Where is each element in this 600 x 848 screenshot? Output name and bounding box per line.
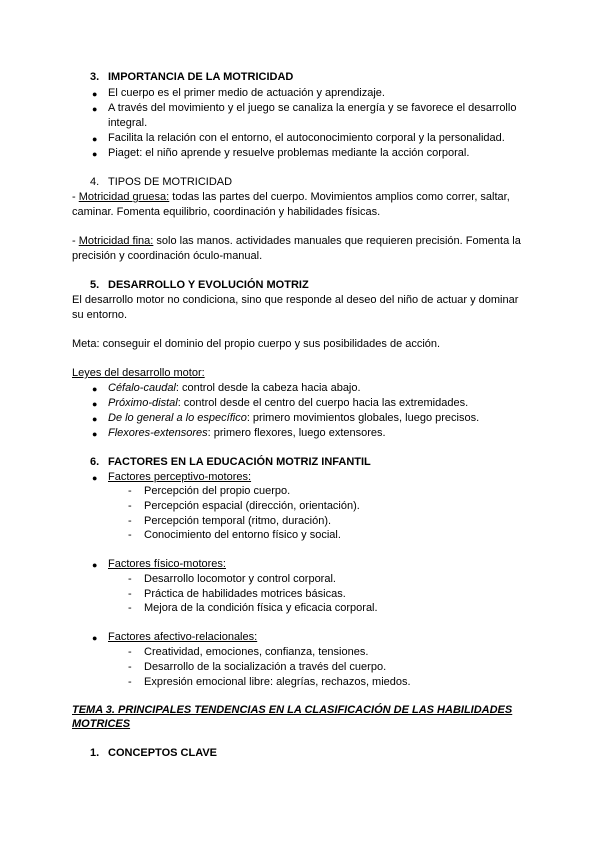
bullet-icon: ● xyxy=(92,414,98,424)
factor-item: Desarrollo locomotor y control corporal. xyxy=(144,573,336,585)
list-item xyxy=(108,396,468,411)
factor-group-title: Factores afectivo-relacionales: xyxy=(108,631,258,643)
term-motricidad-gruesa: Motricidad gruesa: xyxy=(78,191,170,203)
dash-marker: - xyxy=(128,676,132,688)
dash-marker: - xyxy=(128,602,132,614)
bullet-icon: ● xyxy=(92,89,98,99)
factor-group-title: Factores perceptivo-motores: xyxy=(108,471,252,483)
law-text: : control desde la cabeza hacia abajo. xyxy=(175,382,361,394)
bullet-icon: ● xyxy=(92,134,98,144)
dash-marker: - xyxy=(128,529,132,541)
factor-item: Percepción espacial (dirección, orientación). xyxy=(144,500,360,512)
law-text: : primero flexores, luego extensores. xyxy=(207,427,386,439)
term-motricidad-fina: Motricidad fina: xyxy=(78,235,154,247)
list-item xyxy=(108,411,479,426)
factor-item: Expresión emocional libre: alegrías, rechazos, miedos. xyxy=(144,676,411,688)
section-title: CONCEPTOS CLAVE xyxy=(108,747,217,759)
list-item: Facilita la relación con el entorno, el autoconocimiento corporal y la personalidad. xyxy=(108,132,505,144)
paragraph-text: caminar. Fomenta equilibrio, coordinación y habilidades físicas. xyxy=(72,206,381,218)
paragraph-meta: Meta: conseguir el dominio del propio cuerpo y sus posibilidades de acción. xyxy=(72,338,441,350)
section-number: 6. xyxy=(90,456,100,468)
section-4-heading xyxy=(90,175,232,190)
bullet-icon: ● xyxy=(92,473,98,483)
paragraph-motricidad-fina xyxy=(72,234,521,249)
list-item: A través del movimiento y el juego se canaliza la energía y se favorece el desarrollo xyxy=(108,102,517,114)
law-text: : primero movimientos globales, luego precisos. xyxy=(246,412,480,424)
dash-marker: - xyxy=(128,588,132,600)
section-title: TIPOS DE MOTRICIDAD xyxy=(108,176,233,188)
law-term: De lo general a lo específico xyxy=(108,412,247,424)
paragraph-motricidad-gruesa xyxy=(72,190,510,205)
law-term: Céfalo-caudal xyxy=(108,382,176,394)
tema-3-title: TEMA 3. PRINCIPALES TENDENCIAS EN LA CLASIFICACIÓN DE LAS HABILIDADES xyxy=(72,704,513,716)
paragraph-text: precisión y coordinación óculo-manual. xyxy=(72,250,263,262)
bullet-icon: ● xyxy=(92,104,98,114)
section-5-heading xyxy=(90,278,309,293)
section-conceptos-heading xyxy=(90,746,217,761)
bullet-icon: ● xyxy=(92,384,98,394)
list-item: El cuerpo es el primer medio de actuación y aprendizaje. xyxy=(108,87,385,99)
factor-item: Mejora de la condición física y eficacia corporal. xyxy=(144,602,378,614)
bullet-icon: ● xyxy=(92,399,98,409)
section-title: IMPORTANCIA DE LA MOTRICIDAD xyxy=(108,71,294,83)
factor-item: Creatividad, emociones, confianza, tensiones. xyxy=(144,646,369,658)
bullet-icon: ● xyxy=(92,560,98,570)
section-title: DESARROLLO Y EVOLUCIÓN MOTRIZ xyxy=(108,279,309,291)
bullet-icon: ● xyxy=(92,149,98,159)
law-term: Próximo-distal xyxy=(108,397,178,409)
dash-marker: - xyxy=(128,515,132,527)
section-title: FACTORES EN LA EDUCACIÓN MOTRIZ INFANTIL xyxy=(108,456,371,468)
bullet-icon: ● xyxy=(92,633,98,643)
factor-item: Conocimiento del entorno físico y social. xyxy=(144,529,341,541)
section-number: 4. xyxy=(90,176,100,188)
list-item xyxy=(108,426,386,441)
dash-marker: - xyxy=(128,661,132,673)
factor-item: Desarrollo de la socialización a través del cuerpo. xyxy=(144,661,387,673)
paragraph-text: El desarrollo motor no condiciona, sino que responde al deseo del niño de actuar y dominar xyxy=(72,294,519,306)
law-term: Flexores-extensores xyxy=(108,427,208,439)
section-6-heading xyxy=(90,455,371,470)
subheading-leyes: Leyes del desarrollo motor: xyxy=(72,367,205,379)
factor-item: Percepción del propio cuerpo. xyxy=(144,485,291,497)
paragraph-text: todas las partes del cuerpo. Movimientos amplios como correr, saltar, xyxy=(169,191,510,203)
dash-marker: - xyxy=(72,191,76,203)
list-item: Piaget: el niño aprende y resuelve problemas mediante la acción corporal. xyxy=(108,147,470,159)
section-number: 5. xyxy=(90,279,100,291)
section-number: 3. xyxy=(90,71,100,83)
factor-item: Práctica de habilidades motrices básicas. xyxy=(144,588,346,600)
list-item xyxy=(108,381,361,396)
section-3-heading xyxy=(90,70,293,85)
law-text: : control desde el centro del cuerpo hacia las extremidades. xyxy=(177,397,469,409)
factor-group-title: Factores físico-motores: xyxy=(108,558,226,570)
paragraph-text: su entorno. xyxy=(72,309,128,321)
dash-marker: - xyxy=(128,500,132,512)
dash-marker: - xyxy=(128,646,132,658)
dash-marker: - xyxy=(128,485,132,497)
tema-3-title-continuation: MOTRICES xyxy=(72,718,131,730)
paragraph-text: solo las manos. actividades manuales que requieren precisión. Fomenta la xyxy=(153,235,521,247)
list-item-continuation: integral. xyxy=(108,117,148,129)
factor-item: Percepción temporal (ritmo, duración). xyxy=(144,515,332,527)
dash-marker: - xyxy=(72,235,76,247)
section-number: 1. xyxy=(90,747,100,759)
dash-marker: - xyxy=(128,573,132,585)
bullet-icon: ● xyxy=(92,429,98,439)
